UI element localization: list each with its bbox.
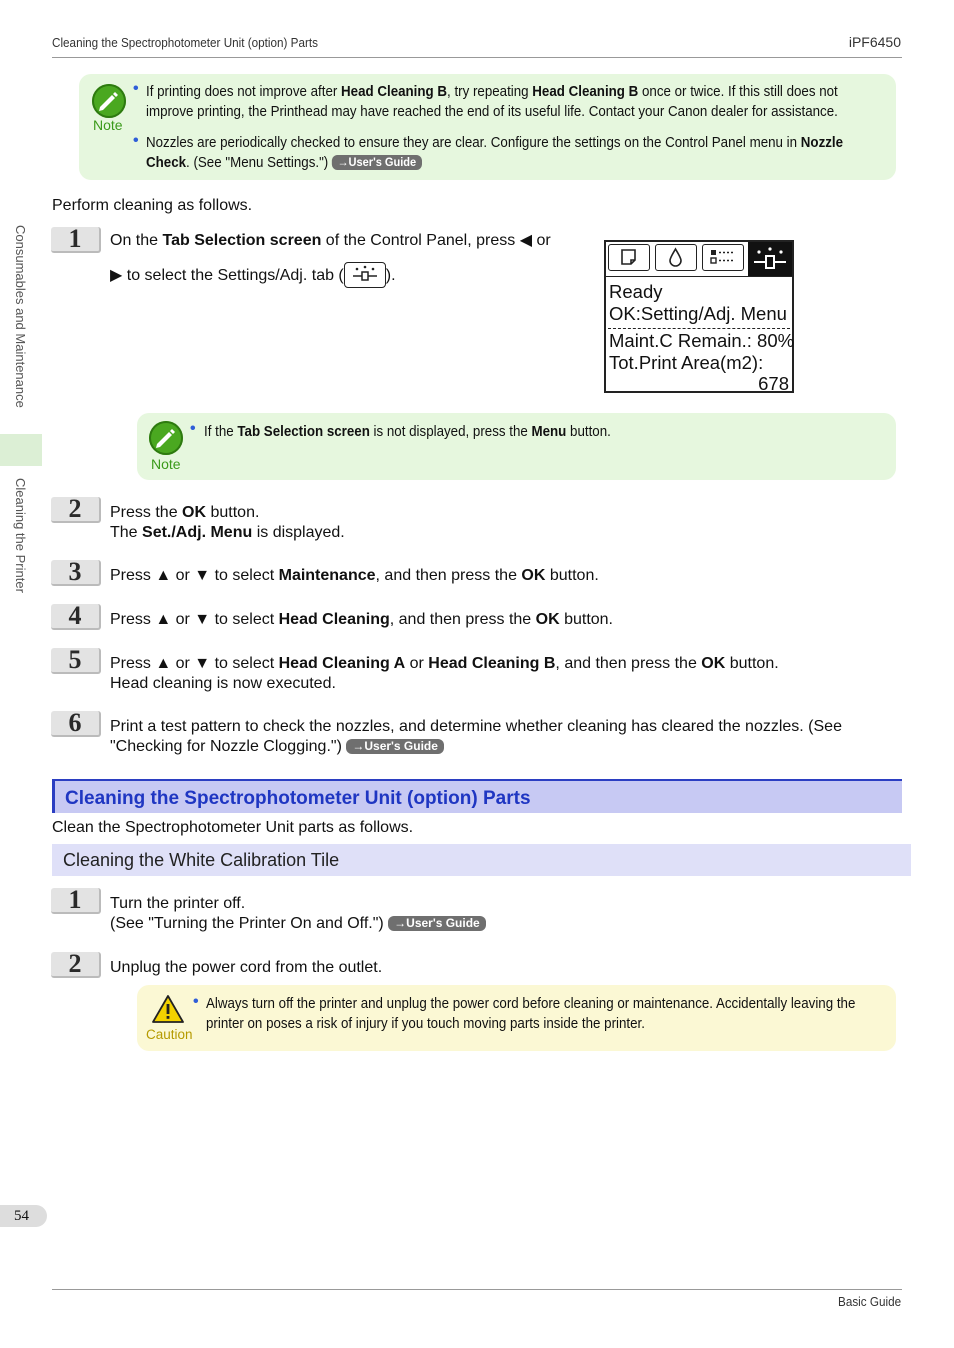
step-1-line-2: ▶ to select the Settings/Adj. tab ( ). bbox=[110, 262, 396, 288]
bullet-icon: • bbox=[133, 132, 139, 149]
sidebar-chapter[interactable]: Consumables and Maintenance bbox=[13, 225, 28, 408]
step-number: 5 bbox=[51, 648, 101, 674]
note-box bbox=[79, 74, 896, 180]
sidebar-highlight bbox=[0, 434, 42, 466]
step-number: 1 bbox=[51, 888, 101, 914]
step-number: 4 bbox=[51, 604, 101, 630]
lcd-print-area-value: 678 bbox=[758, 373, 789, 394]
note-box bbox=[137, 413, 896, 480]
users-guide-link[interactable]: →User's Guide bbox=[332, 155, 422, 170]
control-panel-display bbox=[604, 240, 794, 393]
subsection-title: Cleaning the White Calibration Tile bbox=[63, 850, 340, 870]
lcd-tab-bar bbox=[606, 242, 792, 277]
footer-rule bbox=[52, 1289, 902, 1290]
note-pencil-icon bbox=[92, 84, 126, 118]
note-label: Note bbox=[151, 456, 181, 472]
lcd-divider bbox=[608, 328, 790, 329]
step-1-line-1: On the Tab Selection screen of the Control Panel, press ◀ or bbox=[110, 232, 551, 249]
tile-step-2-text: Unplug the power cord from the outlet. bbox=[110, 959, 383, 976]
lcd-maint-remain: Maint.C Remain.: 80% bbox=[609, 330, 795, 351]
header-rule bbox=[52, 57, 902, 58]
bullet-icon: • bbox=[133, 80, 139, 97]
step-number: 1 bbox=[51, 227, 101, 253]
subsection-heading bbox=[52, 844, 911, 876]
lcd-settings-tab-icon bbox=[748, 242, 792, 276]
lcd-status: Ready bbox=[609, 281, 663, 302]
lcd-print-area-label: Tot.Print Area(m2): bbox=[609, 352, 764, 373]
note-label: Note bbox=[93, 117, 123, 133]
running-header-section: Cleaning the Spectrophotometer Unit (option) Parts bbox=[52, 35, 318, 50]
lcd-job-tab-icon bbox=[702, 244, 744, 271]
step-number: 6 bbox=[51, 711, 101, 737]
intro-text: Perform cleaning as follows. bbox=[52, 197, 253, 214]
users-guide-link[interactable]: →User's Guide bbox=[346, 739, 444, 754]
step-number: 2 bbox=[51, 952, 101, 978]
step-number: 3 bbox=[51, 560, 101, 586]
note-bullet: If the Tab Selection screen is not displayed, press the Menu button. bbox=[204, 424, 611, 440]
bullet-icon: • bbox=[190, 420, 196, 437]
sidebar-section[interactable]: Cleaning the Printer bbox=[13, 478, 28, 593]
bullet-icon: • bbox=[193, 993, 199, 1010]
lcd-ink-tab-icon bbox=[655, 244, 697, 271]
caution-box bbox=[137, 985, 896, 1051]
lcd-ok-hint: OK:Setting/Adj. Menu bbox=[609, 303, 787, 324]
step-2-text: Press the OK button. The Set./Adj. Menu is displayed. bbox=[110, 504, 345, 541]
step-6-text: Print a test pattern to check the nozzles, and determine whether cleaning has cleared the nozzles. (See "Checking for Nozzle Clogging.") →User's Guide bbox=[110, 718, 842, 755]
lcd-paper-tab-icon bbox=[608, 244, 650, 271]
tile-step-1-text: Turn the printer off. (See "Turning the Printer On and Off.") →User's Guide bbox=[110, 894, 486, 934]
section-title: Cleaning the Spectrophotometer Unit (option) Parts bbox=[65, 788, 531, 809]
section-intro: Clean the Spectrophotometer Unit parts as follows. bbox=[52, 819, 414, 836]
footer-guide-name: Basic Guide bbox=[837, 1294, 901, 1309]
step-3-text: Press ▲ or ▼ to select Maintenance, and then press the OK button. bbox=[110, 567, 599, 584]
step-4-text: Press ▲ or ▼ to select Head Cleaning, and then press the OK button. bbox=[110, 611, 613, 628]
caution-text: Always turn off the printer and unplug the power cord before cleaning or maintenance. Accidentally leaving the printer on poses a risk of injury if you touch moving parts inside the printer. bbox=[206, 996, 856, 1032]
settings-adj-tab-icon bbox=[344, 262, 386, 288]
note-bullet-1: If printing does not improve after Head Cleaning B, try repeating Head Cleaning B once or twice. If this still does not improve printing, the Printhead may have reached the end of its useful life. Contact your Canon dealer for assistance. bbox=[146, 84, 838, 120]
page-number: 54 bbox=[0, 1205, 47, 1227]
step-number: 2 bbox=[51, 497, 101, 523]
caution-label: Caution bbox=[146, 1027, 193, 1042]
running-header-model: iPF6450 bbox=[848, 34, 901, 50]
step-5-text: Press ▲ or ▼ to select Head Cleaning A or Head Cleaning B, and then press the OK button. Head cleaning is now executed. bbox=[110, 655, 779, 692]
note-pencil-icon bbox=[149, 421, 183, 455]
note-bullet-2: Nozzles are periodically checked to ensure they are clear. Configure the settings on the Control Panel menu in Nozzle Check. (See "Menu Settings.") →User's Guide bbox=[146, 135, 844, 171]
users-guide-link[interactable]: →User's Guide bbox=[388, 916, 486, 931]
section-heading bbox=[52, 779, 902, 813]
caution-warning-icon bbox=[151, 994, 185, 1029]
